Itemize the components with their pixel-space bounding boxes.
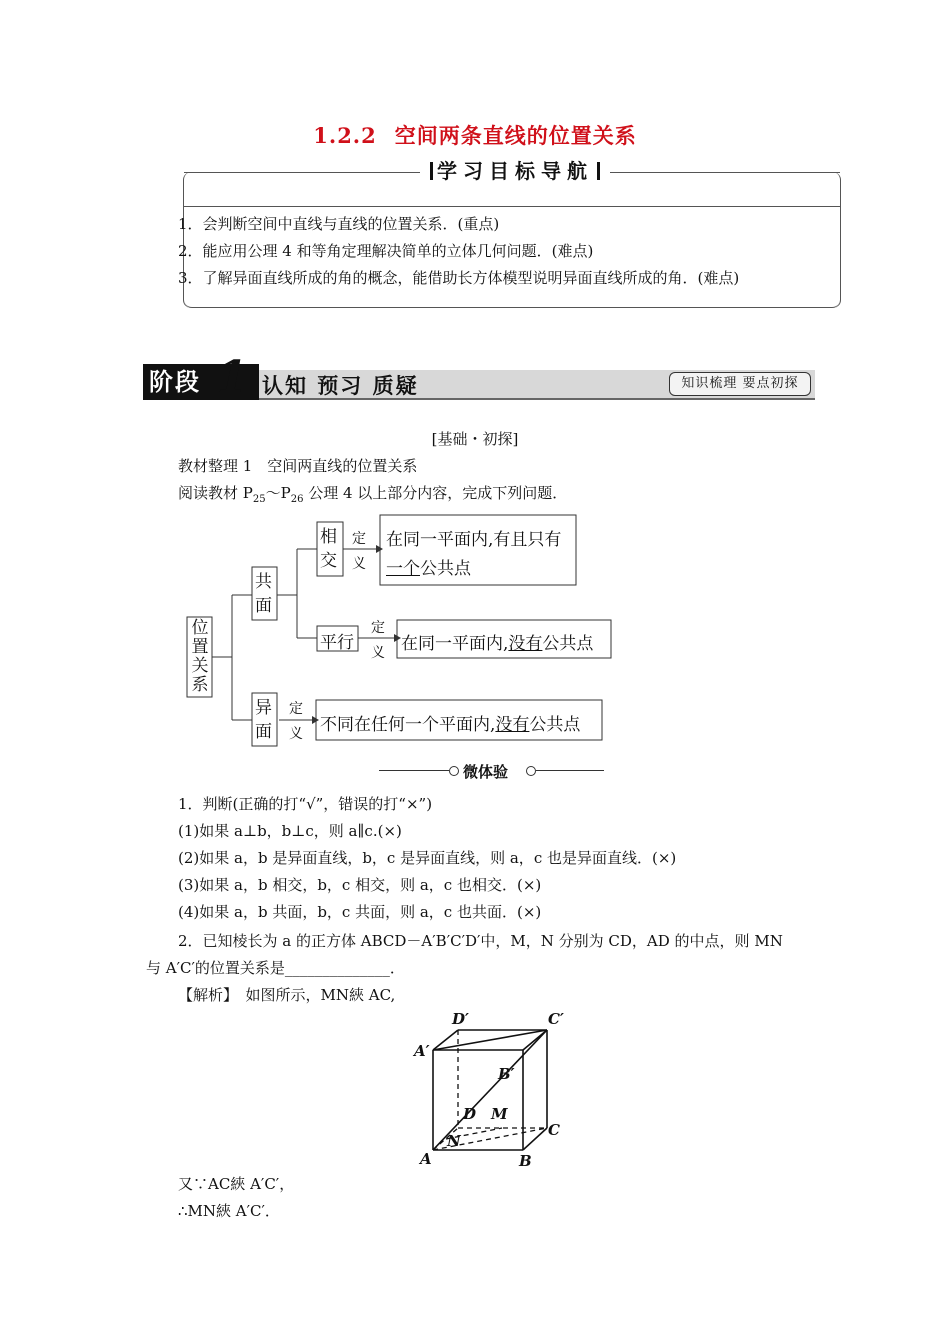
question-2-line-1: 2．已知棱长为 a 的正方体 ABCD－A′B′C′D′中，M，N 分别为 CD，AD 的中点，则 MN — [178, 932, 783, 950]
reading-page-end: 26 — [290, 494, 304, 505]
def-label-bottom-2: 义 — [371, 645, 385, 661]
parallel-def-a: 在同一平面内, — [401, 634, 509, 654]
goal-item-3: 3．了解异面直线所成的角的概念，能借助长方体模型说明异面直线所成的角．(难点) — [178, 269, 740, 287]
question-1-item-1: (1)如果 a⊥b，b⊥c，则 a∥c.(×) — [178, 822, 402, 840]
analysis-label: 【解析】 — [178, 986, 231, 1004]
parallel-definition — [401, 629, 593, 654]
reading-page-start: 25 — [252, 494, 266, 505]
intersect-def-rest: 公共点 — [420, 559, 471, 579]
reading-suffix: 公理 4 以上部分内容，完成下列问题． — [303, 484, 568, 502]
stage-title: 认知 预习 质疑 — [262, 373, 419, 398]
reading-mid: ～P — [265, 484, 291, 502]
analysis-text: 如图所示，MN綊 AC, — [230, 986, 396, 1004]
question-1: 1．判断(正确的打“√”，错误的打“×”) — [178, 795, 433, 813]
label-M: M — [491, 1105, 508, 1123]
label-D1: D′ — [452, 1012, 469, 1028]
stage-label: 阶段 — [143, 364, 259, 400]
label-C1: C′ — [548, 1012, 564, 1028]
skew-def-a: 不同在任何一个平面内, — [320, 715, 496, 735]
analysis — [178, 984, 395, 1005]
node-coplanar: 共面 — [255, 572, 272, 616]
label-B: B — [519, 1152, 532, 1170]
question-2-line-2: 与 A′C′的位置关系是______________． — [146, 959, 405, 977]
label-A: A — [420, 1150, 432, 1168]
question-1-item-2: (2)如果 a，b 是异面直线，b，c 是异面直线，则 a，c 也是异面直线．(×) — [178, 849, 677, 867]
material-title: 教材整理 1 空间两直线的位置关系 — [178, 457, 418, 475]
node-parallel: 平行 — [320, 633, 354, 653]
question-1-item-3: (3)如果 a，b 相交，b，c 相交，则 a，c 也相交．(×) — [178, 876, 542, 894]
micro-dot-right — [526, 766, 536, 776]
answer-one: 一个 — [386, 559, 420, 579]
section-title: 空间两条直线的位置关系 — [394, 123, 637, 148]
stage-tag: 知识梳理 要点初探 — [669, 372, 811, 396]
node-position-relation: 位置关系 — [191, 618, 209, 695]
cube-figure — [410, 1012, 580, 1172]
section-tag: [基础・初探] — [431, 430, 519, 448]
question-1-item-4: (4)如果 a，b 共面，b，c 共面，则 a，c 也共面．(×) — [178, 903, 542, 921]
skew-def-b: 公共点 — [529, 715, 581, 735]
reading-prefix: 阅读教材 P — [178, 484, 253, 502]
def-label-top-3: 定 — [289, 701, 303, 717]
conclusion-line-2: ∴MN綊 A′C′． — [178, 1202, 280, 1220]
label-D: D — [463, 1105, 477, 1123]
skew-definition — [320, 710, 580, 735]
def-label-top-2: 定 — [371, 620, 385, 636]
micro-dot-left — [449, 766, 459, 776]
intersect-definition-line2 — [386, 554, 471, 579]
node-intersect: 相交 — [320, 527, 337, 571]
answer-none-parallel: 没有 — [508, 634, 543, 654]
def-label-top-1: 定 — [352, 531, 366, 547]
micro-title: 微体验 — [463, 763, 509, 781]
stage-number: 1 — [217, 352, 248, 403]
goal-item-2: 2．能应用公理 4 和等角定理解决简单的立体几何问题．(难点) — [178, 242, 594, 260]
def-label-bottom-3: 义 — [289, 726, 303, 742]
intersect-definition-line1: 在同一平面内,有且只有 — [386, 530, 562, 550]
conclusion-line-1: 又∵AC綊 A′C′， — [178, 1175, 295, 1193]
section-number: 1.2.2 — [313, 123, 377, 148]
label-C: C — [548, 1121, 560, 1139]
label-A1: A′ — [414, 1042, 430, 1060]
answer-none-skew: 没有 — [495, 715, 530, 735]
parallel-def-b: 公共点 — [542, 634, 594, 654]
label-B1: B′ — [498, 1065, 515, 1083]
goal-header-text: 学习目标导航 — [437, 159, 593, 183]
def-label-bottom-1: 义 — [352, 556, 366, 572]
node-skew: 异面 — [255, 698, 272, 742]
micro-line-right — [536, 770, 604, 771]
goal-item-1: 1．会判断空间中直线与直线的位置关系．(重点) — [178, 215, 500, 233]
label-N: N — [447, 1132, 461, 1150]
micro-line-left — [379, 770, 449, 771]
